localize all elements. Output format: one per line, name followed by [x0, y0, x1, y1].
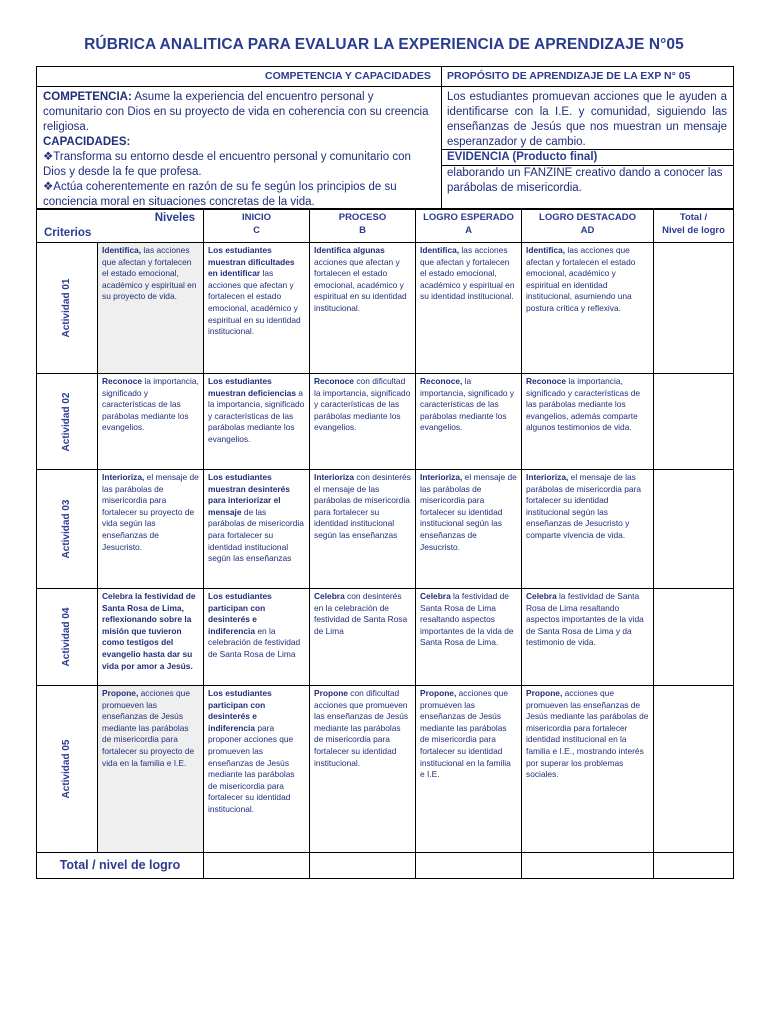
criteria-label: Criterios — [44, 227, 92, 239]
esperado-cell: Celebra la festividad de Santa Rosa de Lima resaltando aspectos importantes de la vida de Santa Rosa de Lima. — [416, 589, 522, 686]
total-cell — [654, 374, 734, 470]
evidence-text: elaborando un FANZINE creativo dando a conocer las parábolas de misericordia. — [447, 167, 723, 194]
document-title: RÚBRICA ANALITICA PARA EVALUAR LA EXPERIENCIA DE APRENDIZAJE N°05 — [84, 36, 684, 53]
proceso-cell: Identifica algunas acciones que afectan y fortalecen el estado emocional, académico y espiritual en su identidad institucional. — [310, 243, 416, 374]
competency-paragraph — [43, 90, 435, 135]
esperado-cell: Interioriza, el mensaje de las parábolas de misericordia para fortalecer su identidad institucional según las enseñanzas de Jesucristo. — [416, 470, 522, 589]
inicio-cell: Los estudiantes muestran deficiencias a la importancia, significado y características de las parábolas mediante los evangelios. — [204, 374, 310, 470]
capacity-item-2: ❖Actúa coherentemente en razón de su fe según los principios de su conciencia moral en situaciones concretas de la vida. — [43, 181, 397, 208]
total-cell — [204, 853, 310, 879]
total-cell — [416, 853, 522, 879]
inicio-cell: Los estudiantes participan con desinterés e indiferencia en la celebración de festividad de Santa Rosa de Lima — [204, 589, 310, 686]
destacado-cell: Interioriza, el mensaje de las parábolas de misericordia para fortalecer su identidad institucional según las enseñanzas de Jesucristo y comparte vivencia de vida. — [522, 470, 654, 589]
destacado-cell: Reconoce la importancia, significado y características de las parábolas mediante los evangelios, además comparte algunos testimonios de vida. — [522, 374, 654, 470]
levels-criteria-header — [37, 209, 204, 243]
total-cell — [654, 589, 734, 686]
total-row — [37, 853, 734, 879]
capacities-label: CAPACIDADES: — [43, 136, 131, 148]
level-header-proceso: PROCESO B — [310, 209, 416, 243]
capacity-item-1: ❖Transforma su entorno desde el encuentro personal y comunitario con Dios y desde la fe que profesa. — [43, 151, 411, 178]
level-header-inicio: INICIO C — [204, 209, 310, 243]
total-cell — [654, 470, 734, 589]
activity-label: Actividad 01 — [37, 243, 98, 374]
destacado-cell: Celebra la festividad de Santa Rosa de Lima resaltando aspectos importantes de la vida de Santa Rosa de Lima y da testimonio de vida. — [522, 589, 654, 686]
table-row — [37, 470, 734, 589]
activity-label: Actividad 02 — [37, 374, 98, 470]
inicio-cell: Los estudiantes muestran desinterés para interiorizar el mensaje de las parábolas de misericordia para fortalecer su identidad institucional según las enseñanzas — [204, 470, 310, 589]
competency-description: Asume la experiencia del encuentro personal y comunitario con Dios en su proyecto de vida en coherencia con su creencia religiosa. — [43, 91, 429, 133]
inicio-cell: Los estudiantes muestran dificultades en identificar las acciones que afectan y fortalecen el estado emocional, académico y espiritual en su identidad institucional. — [204, 243, 310, 374]
activity-label: Actividad 04 — [37, 589, 98, 686]
total-cell — [654, 243, 734, 374]
total-level-header: Total / Nivel de logro — [654, 209, 734, 243]
proceso-cell: Propone con dificultad acciones que promueven las enseñanzas de Jesús mediante las parábolas de misericordia para fortalecer su identidad institucional. — [310, 686, 416, 853]
table-row — [37, 374, 734, 470]
criterion-cell: Reconoce la importancia, significado y características de las parábolas mediante los evangelios. — [98, 374, 204, 470]
divider — [441, 67, 442, 209]
purpose-text: Los estudiantes promuevan acciones que le ayuden a identificarse con la I.E. y comunidad, siguiendo las enseñanzas de Jesús que nos muestran un mensaje esperanzador y de cambio. — [447, 91, 727, 148]
evidence-label: EVIDENCIA (Producto final) — [447, 151, 598, 163]
activity-label: Actividad 03 — [37, 470, 98, 589]
total-cell — [654, 853, 734, 879]
rubric-table — [36, 208, 734, 879]
purpose-header: PROPÓSITO DE APRENDIZAJE DE LA EXP N° 05 — [447, 70, 691, 82]
total-cell — [522, 853, 654, 879]
activity-label: Actividad 05 — [37, 686, 98, 853]
total-cell — [310, 853, 416, 879]
divider — [37, 86, 733, 87]
total-cell — [654, 686, 734, 853]
competency-purpose-box — [36, 66, 734, 210]
competency-text-block — [43, 90, 435, 210]
criterion-cell: Identifica, las acciones que afectan y fortalecen el estado emocional, académico y espiritual en su proyecto de vida. — [98, 243, 204, 374]
criterion-cell: Propone, acciones que promueven las enseñanzas de Jesús mediante las parábolas de misericordia para fortalecer su proyecto de vida en la familia e I.E. — [98, 686, 204, 853]
proceso-cell: Celebra con desinterés en la celebración de festividad de Santa Rosa de Lima — [310, 589, 416, 686]
destacado-cell: Propone, acciones que promueven las enseñanzas de Jesús mediante las parábolas de misericordia para fortalecer identidad institucional en la familia e I.E., mostrando interés por superar los problemas sociales. — [522, 686, 654, 853]
esperado-cell: Propone, acciones que promueven las enseñanzas de Jesús mediante las parábolas de misericordia para fortalecer su identidad institucional en la familia e I.E. — [416, 686, 522, 853]
levels-label: Niveles — [154, 212, 195, 224]
competency-label: COMPETENCIA: — [43, 91, 132, 103]
level-header-destacado: LOGRO DESTACADO AD — [522, 209, 654, 243]
table-row — [37, 686, 734, 853]
destacado-cell: Identifica, las acciones que afectan y fortalecen el estado emocional, académico y espiritual en identidad institucional, asumiendo una postura crítica y reflexiva. — [522, 243, 654, 374]
table-row — [37, 589, 734, 686]
proceso-cell: Interioriza con desinterés el mensaje de las parábolas de misericordia para fortalecer su identidad institucional según las enseñanzas — [310, 470, 416, 589]
total-nivel-label: Total / nivel de logro — [37, 853, 204, 879]
table-row — [37, 243, 734, 374]
proceso-cell: Reconoce con dificultad la importancia, significado y características de las parábolas mediante los evangelios. — [310, 374, 416, 470]
criterion-cell: Interioriza, el mensaje de las parábolas de misericordia para fortalecer su proyecto de vida según las enseñanzas de Jesucristo. — [98, 470, 204, 589]
level-header-esperado: LOGRO ESPERADO A — [416, 209, 522, 243]
criterion-cell: Celebra la festividad de Santa Rosa de Lima, reflexionando sobre la misión que tuvieron como testigos del evangelio hasta dar su vida por amor a Jesús. — [98, 589, 204, 686]
competency-header: COMPETENCIA Y CAPACIDADES — [265, 70, 431, 82]
esperado-cell: Reconoce, la importancia, significado y características de las parábolas mediante los evangelios. — [416, 374, 522, 470]
esperado-cell: Identifica, las acciones que afectan y fortalecen el estado emocional, académico y espiritual en su identidad institucional. — [416, 243, 522, 374]
inicio-cell: Los estudiantes participan con desinterés e indiferencia para proponer acciones que promueven las enseñanzas de Jesús mediante las parábolas de misericordia para fortalecer su identidad institucional. — [204, 686, 310, 853]
rubric-header-row — [37, 209, 734, 243]
